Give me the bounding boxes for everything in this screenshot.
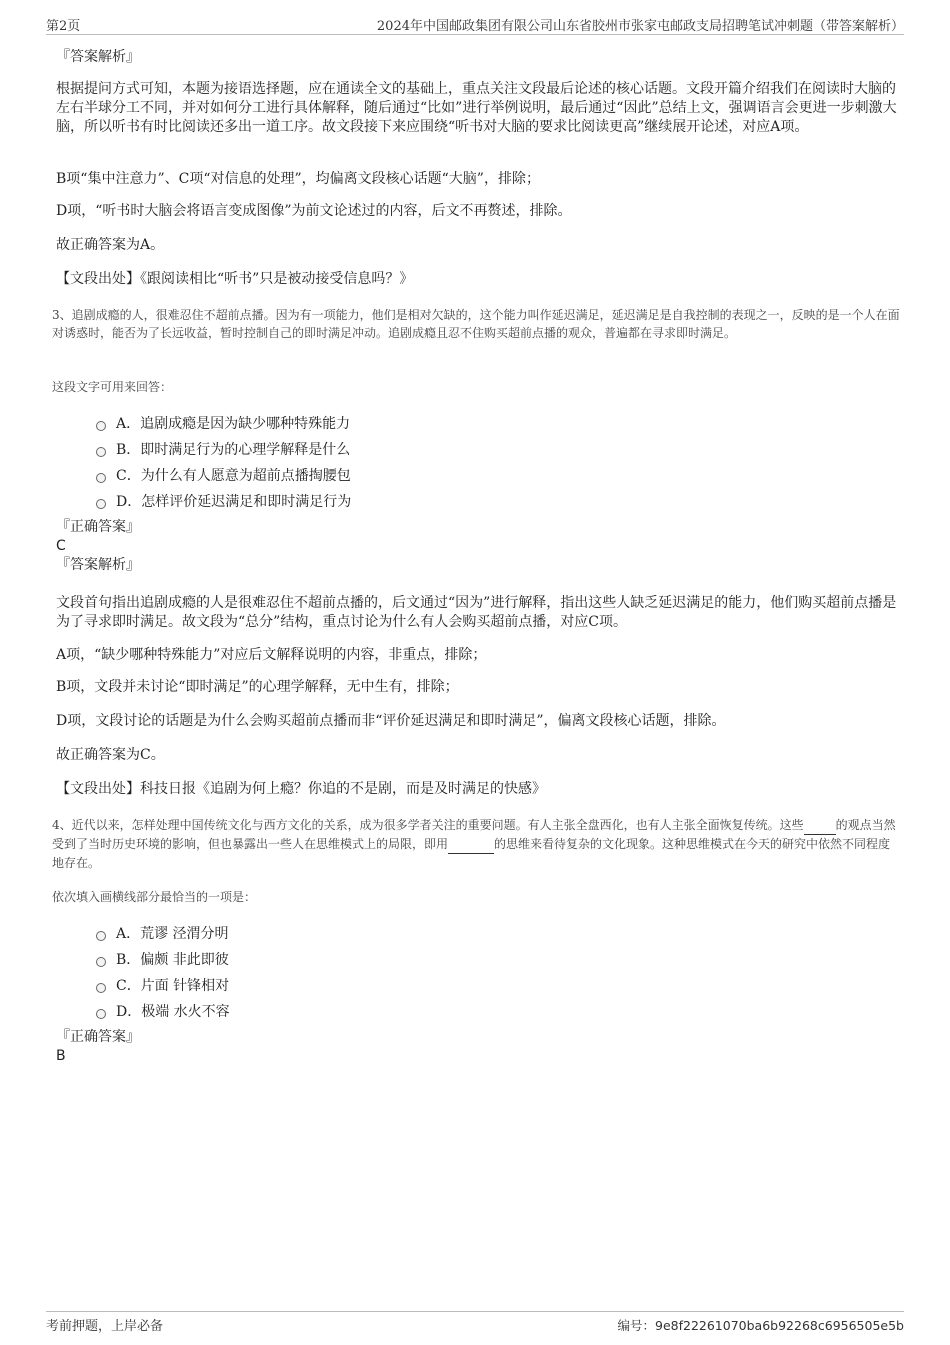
- blank-1: [804, 816, 836, 835]
- radio-icon[interactable]: [96, 499, 106, 509]
- option-label: A．荒谬 泾渭分明: [116, 926, 229, 942]
- option-label: C．为什么有人愿意为超前点播掏腰包: [116, 468, 351, 484]
- q4-answer: [56, 1028, 902, 1066]
- option-c[interactable]: [96, 972, 902, 998]
- radio-icon[interactable]: [96, 983, 106, 993]
- text-source: 【文段出处】《跟阅读相比“听书”只是被动接受信息吗？》: [56, 271, 414, 287]
- radio-icon[interactable]: [96, 473, 106, 483]
- option-c[interactable]: [96, 462, 902, 488]
- answer-value: C: [56, 538, 66, 554]
- q2-analysis-body: [56, 80, 902, 137]
- blank-2: [448, 835, 494, 854]
- analysis-paragraph: D项，文段讨论的话题是为什么会购买超前点播而非“评价延迟满足和即时满足”，偏离文段核心话题，排除。: [56, 713, 726, 729]
- option-d[interactable]: [96, 488, 902, 514]
- q3-conclusion: [56, 746, 902, 765]
- q2-analysis: [56, 48, 902, 67]
- option-label: C．片面 针锋相对: [116, 978, 230, 994]
- option-label: B．即时满足行为的心理学解释是什么: [116, 442, 351, 458]
- q2-option-bc: [56, 170, 902, 189]
- question-3-options: [96, 410, 902, 514]
- option-d[interactable]: [96, 998, 902, 1024]
- analysis-paragraph: B项，文段并未讨论“即时满足”的心理学解释，无中生有，排除；: [56, 679, 459, 695]
- option-a[interactable]: [96, 410, 902, 436]
- stem-part: 的思维来看待复杂的文化现象。这种思维模式在今天的研究中依然不同程度地存在。: [52, 837, 891, 870]
- question-4-options: [96, 920, 902, 1024]
- analysis-conclusion: 故正确答案为A。: [56, 237, 165, 253]
- analysis-conclusion: 故正确答案为C。: [56, 747, 165, 763]
- analysis-label: 『答案解析』: [56, 557, 140, 573]
- option-label: B．偏颇 非此即彼: [116, 952, 229, 968]
- document-title: 2024年中国邮政集团有限公司山东省胶州市张家屯邮政支局招聘笔试冲刺题（带答案解析）: [376, 18, 904, 34]
- radio-icon[interactable]: [96, 931, 106, 941]
- page-footer: [46, 1311, 904, 1334]
- option-b[interactable]: [96, 436, 902, 462]
- option-label: D．极端 水火不容: [116, 1004, 230, 1020]
- radio-icon[interactable]: [96, 421, 106, 431]
- q3-option-a-note: [56, 646, 902, 665]
- option-label: D．怎样评价延迟满足和即时满足行为: [116, 494, 352, 510]
- radio-icon[interactable]: [96, 447, 106, 457]
- analysis-paragraph: A项，“缺少哪种特殊能力”对应后文解释说明的内容，非重点，排除；: [56, 647, 487, 663]
- question-prompt: 依次填入画横线部分最恰当的一项是：: [52, 890, 257, 904]
- q3-source: [56, 780, 902, 799]
- answer-value: B: [56, 1048, 66, 1064]
- answer-label: 『正确答案』: [56, 1029, 140, 1045]
- option-b[interactable]: [96, 946, 902, 972]
- q3-answer: [56, 518, 902, 575]
- q2-option-d: [56, 202, 902, 221]
- analysis-paragraph: 文段首句指出追剧成瘾的人是很难忍住不超前点播的，后文通过“因为”进行解释，指出这些人缺乏延迟满足的能力，他们购买超前点播是为了寻求即时满足。故文段为“总分”结构，重点讨论为什么有人会购买超前点播，对应C项。: [56, 595, 897, 630]
- stem-part: 4、近代以来，怎样处理中国传统文化与西方文化的关系，成为很多学者关注的重要问题。有人主张全盘西化，也有人主张全面恢复传统。这些: [52, 818, 804, 832]
- radio-icon[interactable]: [96, 1009, 106, 1019]
- question-3: [52, 306, 902, 342]
- analysis-paragraph: B项“集中注意力”、C项“对信息的处理”，均偏离文段核心话题“大脑”，排除；: [56, 171, 540, 187]
- q3-option-d-note: [56, 712, 902, 731]
- text-source: 【文段出处】科技日报《追剧为何上瘾？你追的不是剧，而是及时满足的快感》: [56, 781, 546, 797]
- footer-slogan: 考前押题，上岸必备: [46, 1319, 164, 1334]
- q2-conclusion: [56, 236, 902, 255]
- q2-source: [56, 270, 902, 289]
- analysis-label: 『答案解析』: [56, 49, 140, 65]
- question-3-prompt: [52, 378, 902, 396]
- question-4-prompt: [52, 888, 902, 906]
- page-number: 第2页: [46, 18, 81, 34]
- option-a[interactable]: [96, 920, 902, 946]
- option-label: A．追剧成瘾是因为缺少哪种特殊能力: [116, 416, 351, 432]
- question-prompt: 这段文字可用来回答：: [52, 380, 173, 394]
- answer-label: 『正确答案』: [56, 519, 140, 535]
- q3-analysis-body: [56, 594, 902, 632]
- question-stem: 3、追剧成瘾的人，很难忍住不超前点播。因为有一项能力，他们是相对欠缺的，这个能力叫作延迟满足，延迟满足是自我控制的表现之一，反映的是一个人在面对诱惑时，能否为了长远收益，暂时控制自己的即时满足冲动。追剧成瘾且忍不住购买超前点播的观众，普遍都在寻求即时满足。: [52, 308, 900, 340]
- radio-icon[interactable]: [96, 957, 106, 967]
- analysis-paragraph: D项，“听书时大脑会将语言变成图像”为前文论述过的内容，后文不再赘述，排除。: [56, 203, 572, 219]
- document-code: 编号：9e8f22261070ba6b92268c6956505e5b: [617, 1318, 904, 1333]
- question-4: [52, 816, 902, 872]
- page-header: [46, 14, 904, 35]
- stem-part: 的观点当然受到了当时历史环境的影响，但也暴露出一些人在思维模式上的局限，即用: [52, 818, 896, 851]
- analysis-paragraph: 根据提问方式可知，本题为接语选择题，应在通读全文的基础上，重点关注文段最后论述的核心话题。文段开篇介绍我们在阅读时大脑的左右半球分工不同，并对如何分工进行具体解释，随后通过“比如”进行举例说明，最后通过“因此”总结上文，强调语言会更进一步刺激大脑，所以听书有时比阅读还多出一道工序。故文段接下来应围绕“听书对大脑的要求比阅读更高”继续展开论述，对应A项。: [56, 81, 897, 135]
- question-stem: [52, 816, 902, 872]
- q3-option-b-note: [56, 678, 902, 697]
